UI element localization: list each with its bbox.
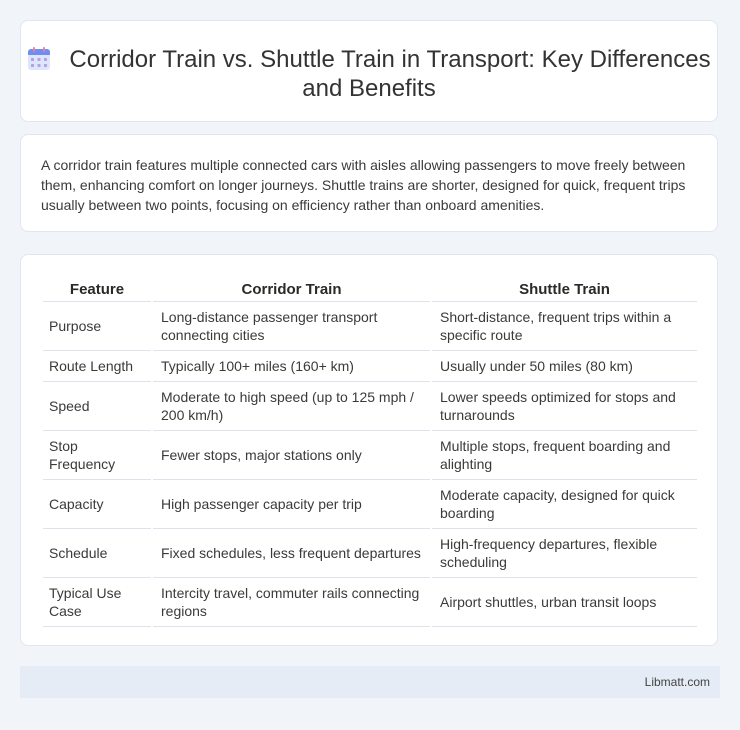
corridor-cell: Long-distance passenger transport connecting cities xyxy=(152,302,431,351)
table-row xyxy=(43,351,697,382)
table-row xyxy=(43,302,697,351)
column-header-shuttle-train: Shuttle Train xyxy=(431,275,697,302)
shuttle-cell: High-frequency departures, flexible scheduling xyxy=(431,529,697,578)
title-wrap xyxy=(21,45,717,103)
shuttle-cell: Moderate capacity, designed for quick boarding xyxy=(431,480,697,529)
feature-cell: Speed xyxy=(43,382,152,431)
corridor-cell: Moderate to high speed (up to 125 mph / 200 km/h) xyxy=(152,382,431,431)
feature-cell: Purpose xyxy=(43,302,152,351)
corridor-cell: Fewer stops, major stations only xyxy=(152,431,431,480)
shuttle-cell: Short-distance, frequent trips within a specific route xyxy=(431,302,697,351)
footer xyxy=(20,666,720,698)
table-row xyxy=(43,480,697,529)
feature-cell: Route Length xyxy=(43,351,152,382)
shuttle-cell: Lower speeds optimized for stops and turnarounds xyxy=(431,382,697,431)
table-row xyxy=(43,529,697,578)
page-title: Corridor Train vs. Shuttle Train in Transport: Key Differences and Benefits xyxy=(69,46,711,102)
table-row xyxy=(43,431,697,480)
table-header-row xyxy=(43,275,697,302)
shuttle-cell: Usually under 50 miles (80 km) xyxy=(431,351,697,382)
corridor-cell: Typically 100+ miles (160+ km) xyxy=(152,351,431,382)
feature-cell: Stop Frequency xyxy=(43,431,152,480)
feature-cell: Schedule xyxy=(43,529,152,578)
footer-brand: Libmatt.com xyxy=(644,675,710,689)
table-row xyxy=(43,382,697,431)
corridor-cell: Fixed schedules, less frequent departures xyxy=(152,529,431,578)
calendar-icon xyxy=(27,47,51,71)
corridor-cell: High passenger capacity per trip xyxy=(152,480,431,529)
shuttle-cell: Airport shuttles, urban transit loops xyxy=(431,578,697,627)
title-card xyxy=(20,20,718,122)
corridor-cell: Intercity travel, commuter rails connecting regions xyxy=(152,578,431,627)
column-header-feature: Feature xyxy=(43,275,152,302)
table-row xyxy=(43,578,697,627)
intro-card xyxy=(20,134,718,232)
comparison-card xyxy=(20,254,718,646)
feature-cell: Typical Use Case xyxy=(43,578,152,627)
intro-paragraph: A corridor train features multiple connected cars with aisles allowing passengers to move freely between them, enhancing comfort on longer journeys. Shuttle trains are shorter, designed for quick, frequent trips usually between two points, focusing on efficiency rather than onboard amenities. xyxy=(41,157,686,213)
column-header-corridor-train: Corridor Train xyxy=(152,275,431,302)
shuttle-cell: Multiple stops, frequent boarding and alighting xyxy=(431,431,697,480)
comparison-table xyxy=(43,275,697,627)
feature-cell: Capacity xyxy=(43,480,152,529)
